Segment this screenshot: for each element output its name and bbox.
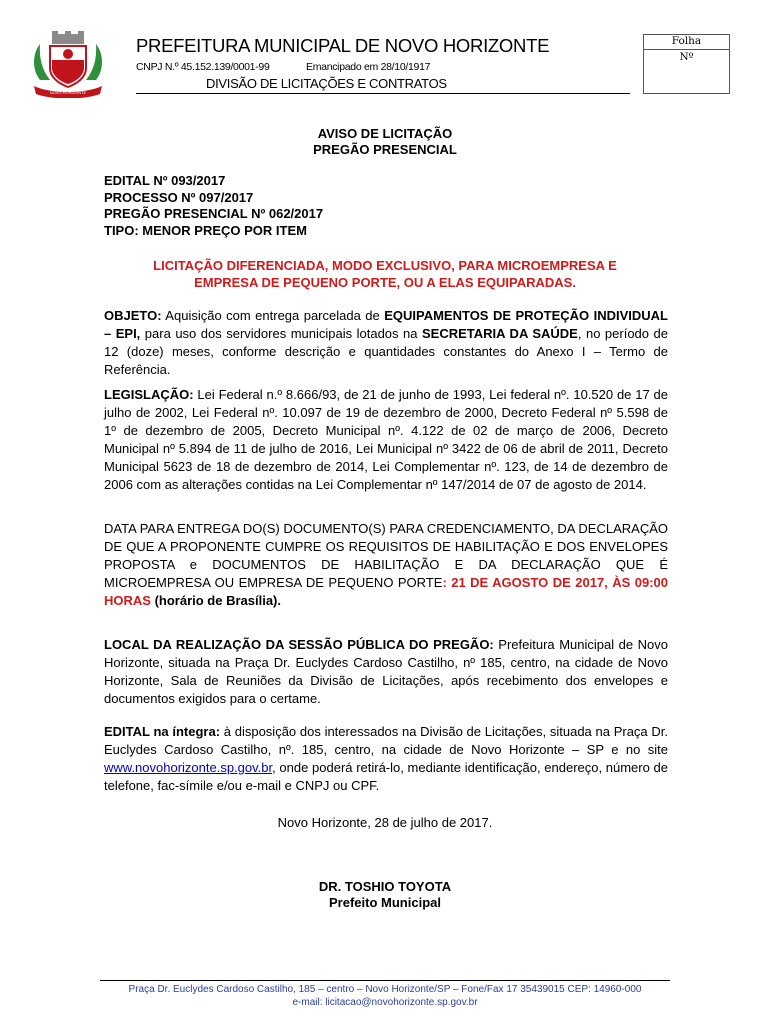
- local-label: LOCAL DA REALIZAÇÃO DA SESSÃO PÚBLICA DO PREGÃO:: [104, 637, 494, 652]
- header-divider: [136, 93, 630, 94]
- exclusive-line-1: LICITAÇÃO DIFERENCIADA, MODO EXCLUSIVO, PARA MICROEMPRESA E: [153, 258, 617, 273]
- exclusive-notice: [100, 257, 670, 291]
- stamp-divider: [644, 49, 729, 50]
- folha-label: Folha: [671, 35, 702, 47]
- exclusive-line-2: EMPRESA DE PEQUENO PORTE, OU A ELAS EQUIPARADAS.: [194, 275, 576, 290]
- page-number-stamp: [643, 34, 730, 94]
- objeto-text-1: Aquisição com entrega parcelada de: [161, 308, 385, 323]
- objeto-bold-1: EQUIPAMENTOS DE PROTEÇÃO INDIVIDUAL – EPI,: [104, 308, 668, 341]
- footer-address: Praça Dr. Euclydes Cardoso Castilho, 185 – centro – Novo Horizonte/SP – Fone/Fax 17 35439015 CEP: 14960-000: [128, 984, 642, 995]
- municipal-crest-logo: [30, 30, 106, 98]
- edital-identifiers: [104, 173, 323, 239]
- svg-text:NOVO HORIZONTE: NOVO HORIZONTE: [49, 90, 87, 95]
- objeto-text-2: para uso dos servidores municipais lotados na: [140, 326, 422, 341]
- signer-role: Prefeito Municipal: [329, 895, 441, 910]
- footer-email: e-mail: licitacao@novohorizonte.sp.gov.br: [292, 997, 478, 1008]
- edital-integra-text-1: à disposição dos interessados na Divisão de Licitações, situada na Praça Dr. Euclydes Cardoso Castilho, nº. 185, centro, na cidade de Novo Horizonte – SP e no site: [104, 724, 668, 757]
- data-entrega-timezone: (horário de Brasília).: [150, 593, 281, 608]
- pregao-number: PREGÃO PRESENCIAL Nº 062/2017: [104, 206, 324, 221]
- data-entrega-text: DATA PARA ENTREGA DO(S) DOCUMENTO(S) PARA CREDENCIAMENTO, DA DECLARAÇÃO DE QUE A PROPONENTE CUMPRE OS REQUISITOS DE HABILITAÇÃO E DOS ENVELOPES PROPOSTA e DOCUMENTOS DE HABILITAÇÃO E DA DECLARAÇÃO QUE É MICROEMPRESA OU EMPRESA DE PEQUENO PORTE: [104, 521, 668, 590]
- legislacao-label: LEGISLAÇÃO:: [104, 387, 194, 402]
- objeto-text-3: , no período de 12 (doze) meses, conforme descrição e quantidades constantes do Anexo I – Termo de Referência.: [104, 326, 668, 377]
- data-entrega-date: : 21 DE AGOSTO DE 2017, ÀS 09:00 HORAS: [104, 575, 668, 608]
- website-link[interactable]: www.novohorizonte.sp.gov.br: [104, 760, 273, 775]
- edital-integra-label: EDITAL na íntegra:: [104, 724, 221, 739]
- notice-subtitle: PREGÃO PRESENCIAL: [313, 142, 457, 157]
- footer-divider: [100, 980, 670, 981]
- legislacao-paragraph: [104, 386, 668, 494]
- emancipation-date: Emancipado em 28/10/1917: [306, 61, 431, 73]
- local-paragraph: [104, 636, 668, 708]
- cnpj-number: CNPJ N.º 45.152.139/0001-99: [136, 61, 270, 73]
- city-date: Novo Horizonte, 28 de julho de 2017.: [277, 815, 493, 830]
- objeto-bold-2: SECRETARIA DA SAÚDE: [422, 326, 578, 341]
- edital-integra-paragraph: [104, 723, 668, 795]
- objeto-paragraph: [104, 307, 668, 379]
- edital-number: EDITAL Nº 093/2017: [104, 173, 226, 188]
- division-name: DIVISÃO DE LICITAÇÕES E CONTRATOS: [206, 76, 447, 91]
- tipo-line: TIPO: MENOR PREÇO POR ITEM: [104, 222, 307, 238]
- legislacao-text: Lei Federal n.º 8.666/93, de 21 de junho de 1993, Lei federal nº. 10.520 de 17 de julho de 2002, Lei Federal nº. 10.097 de 19 de dezembro de 2000, Decreto Federal nº 5.598 de 1º de dezembro de 2005, Decreto Municipal nº. 4.122 de 02 de março de 2006, Decreto Municipal nº 5.894 de 11 de julho de 2016, Lei Municipal nº 3422 de 06 de abril de 2011, Decreto Municipal 5623 de 18 de dezembro de 2014, Lei Complementar nº. 123, de 14 de dezembro de 2006 com as alterações contidas na Lei Complementar nº 147/2014 de 07 de agosto de 2014.: [104, 387, 668, 492]
- municipality-title: PREFEITURA MUNICIPAL DE NOVO HORIZONTE: [136, 35, 550, 56]
- notice-title: AVISO DE LICITAÇÃO: [317, 126, 453, 141]
- numero-label: Nº: [679, 51, 694, 63]
- signer-name: DR. TOSHIO TOYOTA: [318, 879, 452, 894]
- objeto-label: OBJETO:: [104, 308, 162, 323]
- processo-number: PROCESSO Nº 097/2017: [104, 189, 254, 205]
- edital-integra-text-2: , onde poderá retirá-lo, mediante identificação, endereço, número de telefone, fac-símile e/ou e-mail e CNPJ ou CPF.: [104, 760, 668, 793]
- local-text: Prefeitura Municipal de Novo Horizonte, situada na Praça Dr. Euclydes Cardoso Castilho, nº 185, centro, na cidade de Novo Horizonte, Sala de Reuniões da Divisão de Licitações, após recebimento dos envelopes e documentos exigidos para o certame.: [104, 637, 668, 706]
- data-entrega-paragraph: [104, 520, 668, 610]
